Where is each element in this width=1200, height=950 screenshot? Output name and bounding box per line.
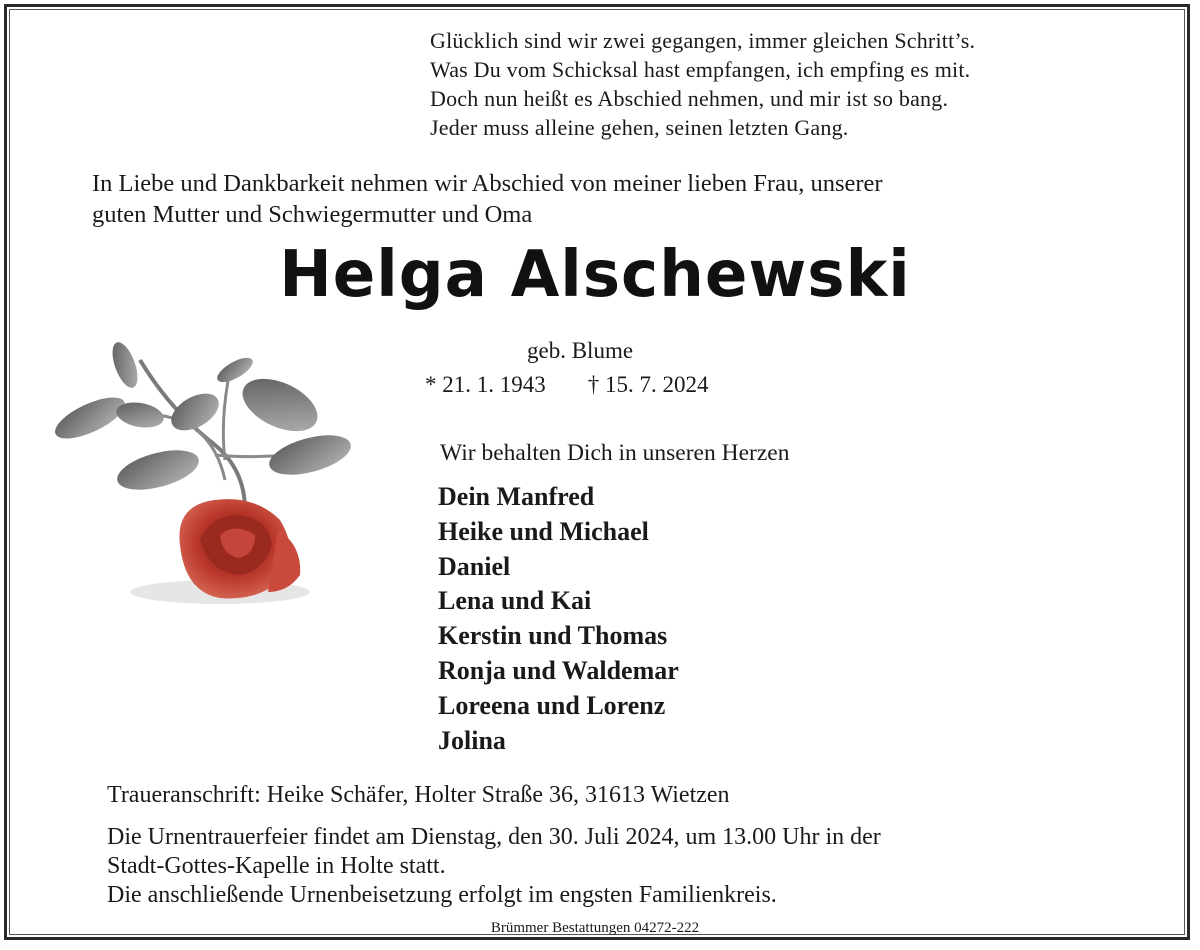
family-member: Loreena und Lorenz xyxy=(438,690,666,720)
maiden-name: geb. Blume xyxy=(527,338,634,363)
family-member: Lena und Kai xyxy=(438,586,592,616)
intro-line: In Liebe und Dankbarkeit nehmen wir Abschied von meiner lieben Frau, unserer xyxy=(92,170,883,197)
family-member: Dein Manfred xyxy=(438,482,595,511)
family-member: Jolina xyxy=(438,725,506,755)
birth-date: * 21. 1. 1943 xyxy=(425,372,546,397)
death-date: † 15. 7. 2024 xyxy=(587,372,709,397)
family-list xyxy=(438,480,679,758)
family-member: Daniel xyxy=(438,551,511,581)
family-member: Kerstin und Thomas xyxy=(438,621,668,651)
poem-line: Jeder muss alleine gehen, seinen letzten Gang. xyxy=(430,115,849,140)
service-line: Die anschließende Urnenbeisetzung erfolgt im engsten Familienkreis. xyxy=(107,882,777,908)
mourning-address: Traueranschrift: Heike Schäfer, Holter Straße 36, 31613 Wietzen xyxy=(107,782,730,808)
life-dates xyxy=(425,372,709,398)
service-line: Die Urnentrauerfeier findet am Dienstag, den 30. Juli 2024, um 13.00 Uhr in der xyxy=(107,824,881,850)
poem-line: Glücklich sind wir zwei gegangen, immer gleichen Schritt’s. xyxy=(430,28,976,53)
family-member: Heike und Michael xyxy=(438,516,649,546)
poem xyxy=(430,26,975,142)
rose-image xyxy=(40,330,370,620)
family-member: Ronja und Waldemar xyxy=(438,655,679,685)
intro-line: guten Mutter und Schwiegermutter und Oma xyxy=(92,201,533,228)
intro-text xyxy=(92,168,883,230)
service-info xyxy=(107,823,881,910)
funeral-home: Brümmer Bestattungen 04272-222 xyxy=(490,920,700,936)
poem-line: Was Du vom Schicksal hast empfangen, ich empfing es mit. xyxy=(430,57,971,82)
poem-line: Doch nun heißt es Abschied nehmen, und mir ist so bang. xyxy=(430,86,949,111)
remembrance-line: Wir behalten Dich in unseren Herzen xyxy=(440,440,790,466)
service-line: Stadt-Gottes-Kapelle in Holte statt. xyxy=(107,853,446,879)
deceased-name: Helga Alschewski xyxy=(279,238,911,312)
